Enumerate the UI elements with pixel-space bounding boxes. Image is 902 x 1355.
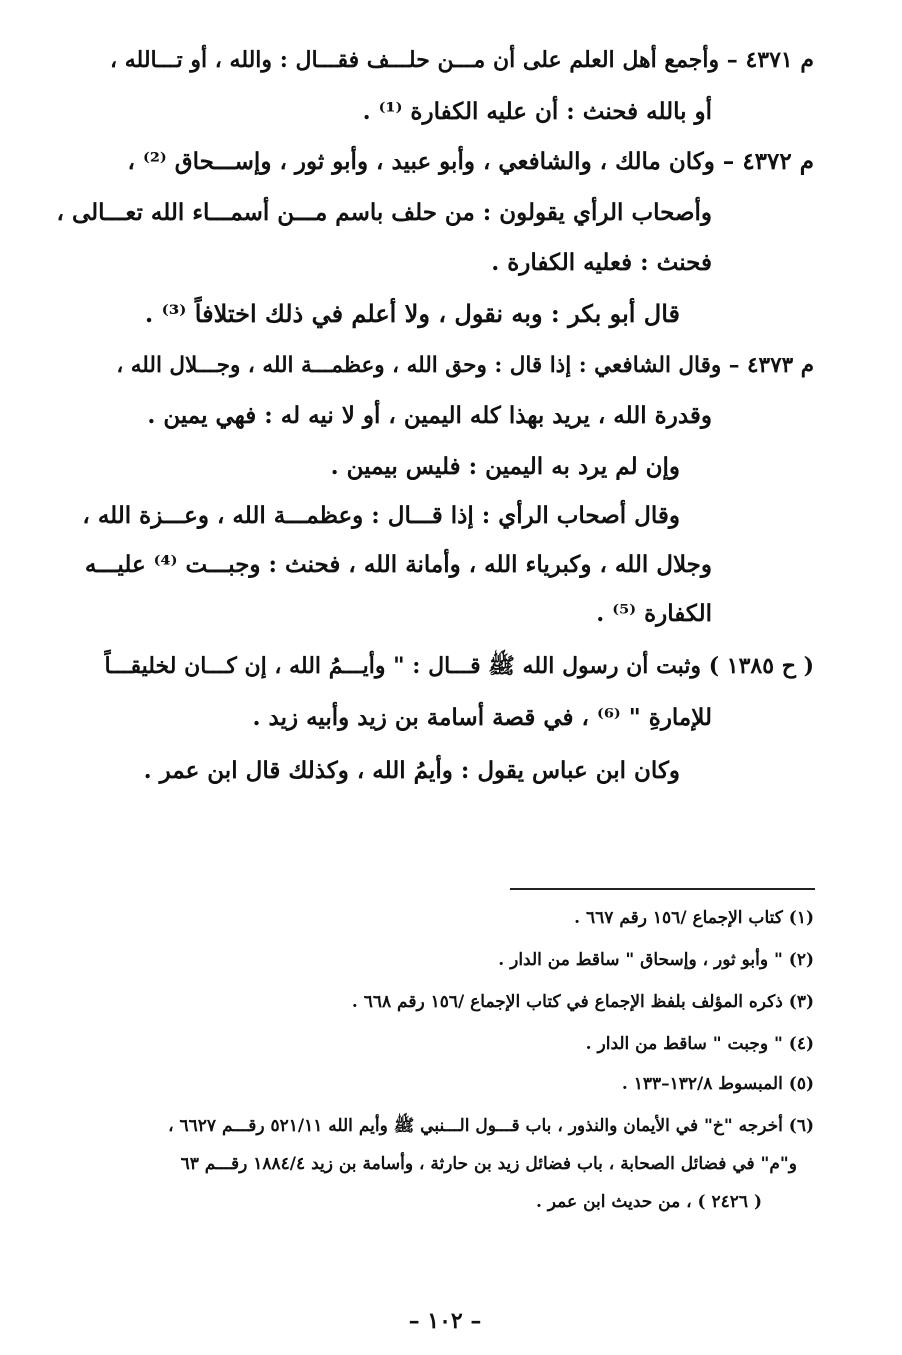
hadith-1385-line-1: ( ح ١٣٨٥ ) وثبت أن رسول الله ﷺ قـــال : " وأيـــمُ الله ، إن كـــان لخليقـــاً [104, 653, 814, 679]
paragraph-4373-line-5: وجلال الله ، وكبرياء الله ، وأمانة الله ، فحنث : وجبـــت ⁽⁴⁾ عليـــه [84, 551, 712, 578]
paragraph-4371-line-1: م ٤٣٧١ – وأجمع أهل العلم على أن مـــن حلـــف فقـــال : والله ، أو تـــالله ، [110, 47, 814, 73]
paragraph-4373-line-4: وقال أصحاب الرأي : إذا قـــال : وعظمـــة الله ، وعـــزة الله ، [82, 502, 680, 529]
paragraph-4371-line-2: أو بالله فحنث : أن عليه الكفارة ⁽¹⁾ . [362, 98, 712, 125]
paragraph-4372-line-1: م ٤٣٧٢ – وكان مالك ، والشافعي ، وأبو عبيد ، وأبو ثور ، وإســـحاق ⁽²⁾ ، [127, 148, 814, 175]
page-number: – ١٠٢ – [408, 1308, 482, 1334]
paragraph-4373-line-2: وقدرة الله ، يريد بهذا كله اليمين ، أو لا نيه له : فهي يمين . [147, 402, 712, 429]
abu-bakr-statement: قال أبو بكر : وبه نقول ، ولا أعلم في ذلك اختلافاً ⁽³⁾ . [144, 299, 680, 328]
paragraph-4373-line-3: وإن لم يرد به اليمين : فليس بيمين . [330, 453, 680, 480]
footnote-3: (٣) ذكره المؤلف بلفظ الإجماع في كتاب الإجماع /١٥٦ رقم ٦٦٨ . [351, 992, 814, 1012]
paragraph-4372-line-2: وأصحاب الرأي يقولون : من حلف باسم مـــن أسمـــاء الله تعـــالى ، [56, 199, 712, 226]
footnote-6-line-2: و"م" في فضائل الصحابة ، باب فضائل زيد بن حارثة ، وأسامة بن زيد ١٨٨٤/٤ رقـــم ٦٣ [180, 1154, 797, 1174]
footnote-2: (٢) " وأبو ثور ، وإسحاق " ساقط من الدار . [498, 950, 814, 970]
paragraph-4373-line-6: الكفارة ⁽⁵⁾ . [596, 600, 712, 627]
hadith-1385-line-3: وكان ابن عباس يقول : وأيمُ الله ، وكذلك قال ابن عمر . [143, 757, 680, 784]
footnote-separator [510, 888, 815, 890]
hadith-1385-line-2: للإمارةِ " ⁽⁶⁾ ، في قصة أسامة بن زيد وأبيه زيد . [252, 704, 712, 731]
footnote-6-line-1: (٦) أخرجه "خ" في الأيمان والنذور ، باب قـــول الـــنبي ﷺ وأيم الله ٥٢١/١١ رقـــم ٦٦٢٧ ، [168, 1116, 814, 1136]
footnote-1: (١) كتاب الإجماع /١٥٦ رقم ٦٦٧ . [574, 908, 814, 928]
footnote-6-line-3: ( ٢٤٢٦ ) ، من حديث ابن عمر . [535, 1192, 762, 1212]
footnote-5: (٥) المبسوط ١٣٢/٨–١٣٣ . [621, 1074, 814, 1094]
footnote-4: (٤) " وجبت " ساقط من الدار . [585, 1034, 814, 1054]
paragraph-4373-line-1: م ٤٣٧٣ – وقال الشافعي : إذا قال : وحق الله ، وعظمـــة الله ، وجـــلال الله ، [116, 353, 814, 378]
paragraph-4372-line-3: فحنث : فعليه الكفارة . [491, 249, 712, 276]
